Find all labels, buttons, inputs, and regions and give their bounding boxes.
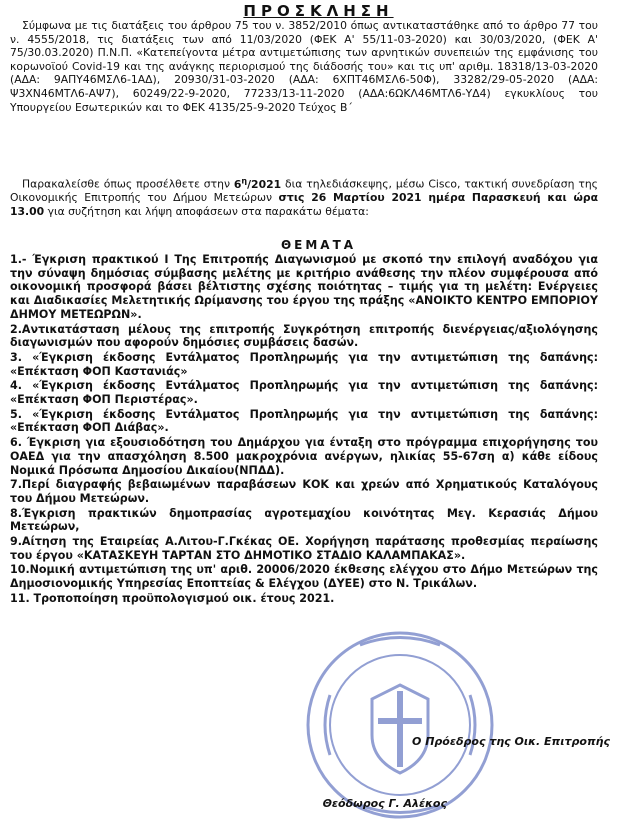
topic-item: 7.Περί διαγραφής βεβαιωμένων παραβάσεων ΚΟΚ και χρεών από Χρηματικούς Καταλόγους του Δήμου Μετεώρων. (10, 478, 598, 505)
invitation-text-3: για συζήτηση και λήψη αποφάσεων στα παρακάτω θέματα: (44, 204, 369, 218)
official-seal-stamp (300, 625, 500, 825)
topics-list (10, 253, 598, 607)
topics-heading: ΘΕΜΑΤΑ (280, 238, 357, 252)
topic-item: 3. «Έγκριση έκδοσης Εντάλματος Προπληρωμής για την αντιμετώπιση της δαπάνης: «Επέκταση ΦΟΠ Καστανιάς» (10, 350, 598, 378)
signature-name: Θεόδωρος Γ. Αλέκος (322, 797, 447, 810)
invitation-paragraph (10, 174, 598, 218)
topic-item: 8.Έγκριση πρακτικών δημοπρασίας αγροτεμαχίου κοινότητας Μεγ. Κερασιάς Δήμου Μετεώρων, (10, 506, 598, 534)
topic-item: 10.Νομική αντιμετώπιση της υπ' αριθ. 20006/2020 έκθεσης ελέγχου στο Δήμο Μετεώρων της Δημοσιονομικής Υπηρεσίας Εποπτείας & Ελέγχου (ΔΥΕΕ) στο Ν. Τρικάλων. (10, 563, 598, 591)
legal-basis-paragraph: Σύμφωνα με τις διατάξεις του άρθρου 75 του ν. 3852/2010 όπως αντικαταστάθηκε από το άρθρο 77 του ν. 4555/2018, τις διατάξεις των από 11/03/2020 (ΦΕΚ Α' 55/11-03-2020) και 30/03/2020, (ΦΕΚ Α' 75/30.03.2020) Π.Ν.Π. «Κατεπείγοντα μέτρα αντιμετώπισης των αρνητικών συνεπειών της εμφάνισης του κορωνοϊού Covid-19 και της ανάγκης περιορισμού της διάδοσής του» και τις υπ' αριθμ. 18318/13-03-2020 (ΑΔΑ: 9ΑΠΥ46ΜΣΛ6-1ΑΔ), 20930/31-03-2020 (ΑΔΑ: 6ΧΠΤ46ΜΣΛ6-50Φ), 33282/29-05-2020 (ΑΔΑ: Ψ3ΧΝ46ΜΤΛ6-ΑΨ7), 60249/22-9-2020, 77233/13-11-2020 (ΑΔΑ:6ΩΚΛ46ΜΤΛ6-ΥΔ4) εγκυκλίους του Υπουργείου Εσωτερικών και το ΦΕΚ 4135/25-9-2020 Τεύχος Β΄ (10, 19, 598, 114)
meeting-date: στις 26 Μαρτίου 2021 ημέρα Παρασκευή και ώρα 13.00 (10, 191, 598, 218)
topic-item: 1.- Έγκριση πρακτικού Ι Της Επιτροπής Διαγωνισμού με σκοπό την επιλογή αναδόχου για την σύναψη δημόσιας σύμβασης μελέτης με κριτήριο ανάθεσης την πλέον συμφέρουσα από οικονομική προσφορά βάσει βέλτιστης σχέσης ποιότητας – τιμής για τη μελέτη: Ενέργειες και Διαδικασίες Μελετητικής Ωρίμανσης του έργου της πράξης «ΑΝΟΙΚΤΟ ΚΕΝΤΡΟ ΕΜΠΟΡΙΟΥ ΔΗΜΟΥ ΜΕΤΕΩΡΩΝ». (10, 253, 598, 321)
invitation-text: Παρακαλείσθε όπως προσέλθετε στην (22, 177, 234, 191)
signature-role: Ο Πρόεδρος της Οικ. Επιτροπής (412, 735, 610, 748)
topic-item: 6. Έγκριση για εξουσιοδότηση του Δημάρχου για ένταξη στο πρόγραμμα επιχορήγησης του ΟΑΕΔ για την απασχόληση 8.500 μακροχρόνια ανέργων, ηλικίας 55-67ση α) κάθε είδους Νομικά Πρόσωπα Δημοσίου Δικαίου(ΝΠΔΔ). (10, 436, 598, 477)
topic-item: 11. Τροποποίηση προϋπολογισμού οικ. έτους 2021. (10, 591, 335, 605)
document-title: ΠΡΟΣΚΛΗΣΗ (243, 2, 394, 20)
session-number: $6^\eta/2021$ (233, 176, 282, 191)
invitation-text-2: δια τηλεδιάσκεψης, μέσω Cisco, τακτική συνεδρίαση της Οικονομικής Επιτροπής του Δήμου Μετεώρων (10, 177, 598, 205)
topic-item: 2.Αντικατάσταση μέλους της επιτροπής Συγκρότηση επιτροπής διενέργειας/αξιολόγησης διαγωνισμών που αφορούν δημόσιες συμβάσεις δασών. (10, 322, 598, 350)
topic-item: 9.Αίτηση της Εταιρείας Α.Λιτου-Γ.Γκέκας ΟΕ. Χορήγηση παράτασης προθεσμίας περαίωσης του έργου «ΚΑΤΑΣΚΕΥΗ ΤΑΡΤΑΝ ΣΤΟ ΔΗΜΟΤΙΚΟ ΣΤΑΔΙΟ ΚΑΛΑΜΠΑΚΑΣ». (10, 535, 598, 562)
topic-item: 5. «Έγκριση έκδοσης Εντάλματος Προπληρωμής για την αντιμετώπιση της δαπάνης: «Επέκταση ΦΟΠ Διάβας». (10, 407, 598, 435)
topic-item: 4. «Έγκριση έκδοσης Εντάλματος Προπληρωμής για την αντιμετώπιση της δαπάνης: «Επέκταση ΦΟΠ Περιστέρας». (10, 379, 598, 407)
